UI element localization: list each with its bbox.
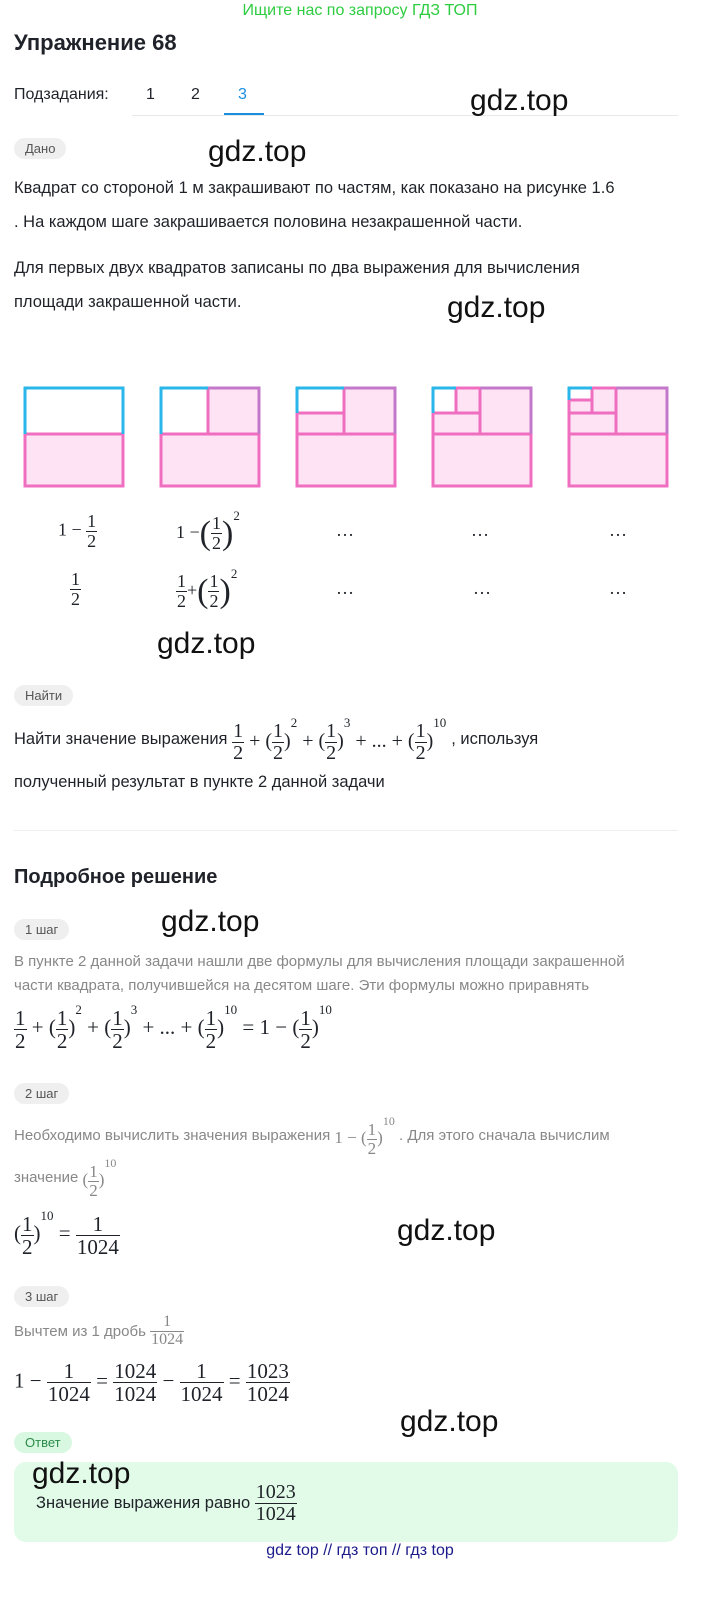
subtasks-label: Подзадания: <box>14 86 109 103</box>
watermark: gdz.top <box>32 1457 131 1490</box>
subtask-tab-3[interactable]: 3 <box>238 86 247 103</box>
step2-text-1: Необходимо вычислить значения выражения 1 − ( $\frac{1}{2}$ )$^{10}$ . Для этого сначала вычислим <box>14 1114 610 1158</box>
ellipsis: … <box>473 578 491 598</box>
expr-1-1: 1 − $\frac{1}{2}$ <box>58 511 97 551</box>
step2-badge: 2 шаг <box>14 1083 69 1104</box>
step3-formula: 1 − $\frac{1}{1024}$ = $\frac{1024}{1024}$ − $\frac{1}{1024}$ = $\frac{1023}{1024}$ <box>14 1359 289 1407</box>
watermark: gdz.top <box>208 135 307 168</box>
watermark: gdz.top <box>470 84 569 117</box>
answer-badge: Ответ <box>14 1432 72 1453</box>
step2-formula: ( $\frac{1}{2}$ )$^{10}$ = $\frac{1}{1024}$ <box>14 1208 119 1259</box>
subtask-divider <box>132 115 678 116</box>
step1-formula: $\frac{1}{2}$ + ( $\frac{1}{2}$ )$^2$ + ( $\frac{1}{2}$ )$^3$ + ... + ( $\frac{1}{2}$ )$^{10}$ = 1 − ( $\frac{1}{2}$ )$^{10}$ <box>15 1002 332 1053</box>
ellipsis: … <box>471 520 489 540</box>
given-text-2b: площади закрашенной части. <box>14 293 242 311</box>
step3-text-1: Вычтем из 1 дробь $\frac{1}{1024}$ <box>14 1313 184 1348</box>
ellipsis: … <box>336 578 354 598</box>
subtask-tab-2[interactable]: 2 <box>191 86 200 103</box>
watermark: gdz.top <box>397 1214 496 1247</box>
square-step-4 <box>432 387 532 487</box>
step2-text-2: значение ( $\frac{1}{2}$ )$^{10}$ <box>14 1156 117 1200</box>
step3-badge: 3 шаг <box>14 1286 69 1307</box>
watermark: gdz.top <box>161 905 260 938</box>
given-text-2a: Для первых двух квадратов записаны по два выражения для вычисления <box>14 259 580 277</box>
page-title: Упражнение 68 <box>14 30 177 55</box>
watermark: gdz.top <box>157 627 256 660</box>
section-divider <box>14 830 678 831</box>
subtask-active-indicator <box>224 113 264 115</box>
square-step-3 <box>296 387 396 487</box>
step1-badge: 1 шаг <box>14 919 69 940</box>
ellipsis: … <box>609 578 627 598</box>
find-text-2: полученный результат в пункте 2 данной задачи <box>14 773 385 791</box>
squares-figure <box>0 370 720 500</box>
solution-heading: Подробное решение <box>14 866 218 888</box>
watermark: gdz.top <box>400 1405 499 1438</box>
step1-text-1: В пункте 2 данной задачи нашли две формулы для вычисления площади закрашенной <box>14 953 625 970</box>
expr-2-1: $\frac{1}{2}$ <box>71 569 80 609</box>
square-step-2 <box>160 387 260 487</box>
given-text-1: Квадрат со стороной 1 м закрашивают по частям, как показано на рисунке 1.6 <box>14 179 615 197</box>
square-step-1 <box>24 388 124 487</box>
answer-text: Значение выражения равно $\frac{1023}{1024}$ <box>36 1481 296 1525</box>
find-badge: Найти <box>14 685 73 706</box>
square-step-5 <box>568 387 668 487</box>
find-text: Найти значение выражения $\frac{1}{2}$ + ( $\frac{1}{2}$ )$^2$ + ( $\frac{1}{2}$ )$^3$ + ... + ( $\frac{1}{2}$ )$^{10}$ , используя <box>14 715 539 764</box>
given-badge: Дано <box>14 138 66 159</box>
search-banner[interactable]: Ищите нас по запросу ГДЗ ТОП <box>242 2 478 19</box>
step1-text-2: части квадрата, получившейся на десятом шаге. Эти формулы можно приравнять <box>14 977 590 994</box>
expr-1-2: 1 −( $\frac{1}{2}$ )$^2$ <box>176 508 240 554</box>
given-text-1b: . На каждом шаге закрашивается половина незакрашенной части. <box>14 213 523 231</box>
watermark: gdz.top <box>447 291 546 324</box>
ellipsis: … <box>336 520 354 540</box>
expr-2-2: $\frac{1}{2}$ +( $\frac{1}{2}$ )$^2$ <box>177 566 238 612</box>
footer-links[interactable]: gdz top // гдз топ // гдз top <box>266 1542 454 1559</box>
subtask-tab-1[interactable]: 1 <box>146 86 155 103</box>
ellipsis: … <box>609 520 627 540</box>
